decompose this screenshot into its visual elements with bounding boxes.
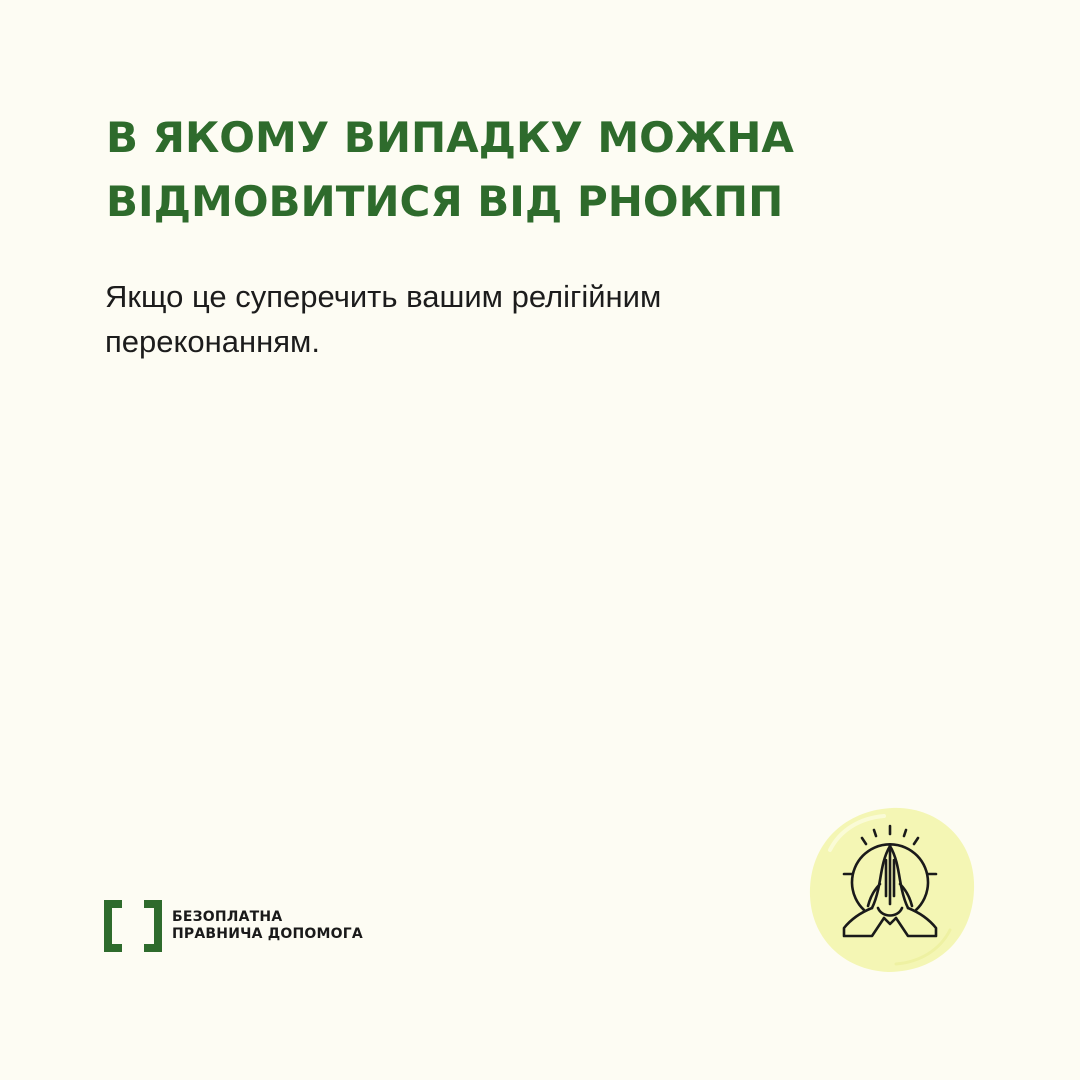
logo-text: [172, 909, 363, 943]
page-title: [106, 106, 986, 234]
answer-text: [105, 274, 965, 364]
organization-logo: [104, 900, 363, 952]
praying-hands-icon: [800, 800, 980, 980]
title-line-1: В ЯКОМУ ВИПАДКУ МОЖНА: [106, 113, 794, 162]
bracket-logo-icon: [104, 900, 162, 952]
logo-line-1: БЕЗОПЛАТНА: [172, 909, 283, 925]
answer-line-2: переконанням.: [105, 324, 320, 359]
logo-line-2: ПРАВНИЧА ДОПОМОГА: [172, 926, 363, 942]
title-line-2: ВІДМОВИТИСЯ ВІД РНОКПП: [106, 177, 784, 226]
answer-line-1: Якщо це суперечить вашим релігійним: [105, 279, 662, 314]
